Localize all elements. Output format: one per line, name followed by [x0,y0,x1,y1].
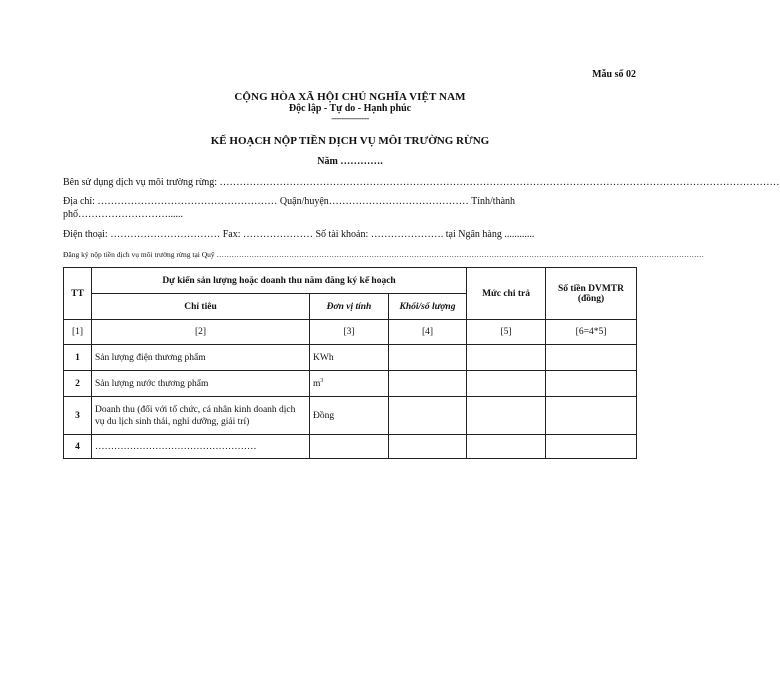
header-unit: Đơn vị tính [310,294,389,320]
row-unit: Đồng [310,397,389,435]
table-row [64,435,637,459]
form-number: Mẫu số 02 [592,69,636,80]
row-indicator: …………………………………………… [92,435,310,459]
row-amount [546,371,637,397]
index-cell: [4] [389,320,467,345]
heading-rule: --------------- [331,113,369,123]
row-unit: KWh [310,345,389,371]
document-title: KẾ HOẠCH NỘP TIỀN DỊCH VỤ MÔI TRƯỜNG RỪNG [210,135,490,147]
index-cell: [1] [64,320,92,345]
fund-field: Đăng ký nộp tiền dịch vụ môi trường rừng tại Quỹ …………………………………………………………………………………………………………………………………………………………………………… [63,250,705,259]
row-rate [467,397,546,435]
table-row [64,371,637,397]
index-cell: [3] [310,320,389,345]
row-unit [310,435,389,459]
header-volume: Khối/số lượng [389,294,467,320]
city-field: phố………………………...... [63,209,183,220]
year-line: Năm …………. [317,156,383,167]
header-tt: TT [64,268,92,320]
row-volume [389,435,467,459]
row-tt: 1 [64,345,92,371]
row-volume [389,371,467,397]
nation-heading: CỘNG HÒA XÃ HỘI CHỦ NGHĨA VIỆT NAM [234,91,466,103]
index-row [64,320,637,345]
header-amount: Số tiền DVMTR (đồng) [546,268,637,320]
header-rate: Mức chi trả [467,268,546,320]
header-group: Dự kiến sản lượng hoặc doanh thu năm đăng ký kế hoạch [92,268,467,294]
index-cell: [2] [92,320,310,345]
row-amount [546,397,637,435]
row-volume [389,345,467,371]
row-amount [546,345,637,371]
index-cell: [6=4*5] [546,320,637,345]
header-indicator: Chỉ tiêu [92,294,310,320]
row-unit: $m^3$ [310,371,389,397]
row-amount [546,435,637,459]
row-indicator: Doanh thu (đối với tổ chức, cá nhân kinh doanh dịch vụ du lịch sinh thái, nghỉ dưỡng, giải trí) [92,397,310,435]
table-row [64,345,637,371]
user-field: Bên sử dụng dịch vụ môi trường rừng: …………………………………………………………………………………………………………………………………………………… [63,177,780,188]
address-field: Địa chỉ: ……………………………………………… Quận/huyện…………………………………… Tỉnh/thành [63,196,516,207]
row-indicator: Sản lượng điện thương phẩm [92,345,310,371]
phone-field: Điện thoại: …………………………… Fax: ………………… Số tài khoản: …………………. tại Ngân hàng ............ [63,229,535,240]
header-row [64,268,637,294]
row-tt: 3 [64,397,92,435]
row-indicator: Sản lượng nước thương phẩm [92,371,310,397]
registration-table [63,267,637,459]
row-tt: 4 [64,435,92,459]
row-rate [467,371,546,397]
row-volume [389,397,467,435]
row-rate [467,435,546,459]
table-row [64,397,637,435]
motto: Độc lập - Tự do - Hạnh phúc [288,103,412,114]
row-tt: 2 [64,371,92,397]
index-cell: [5] [467,320,546,345]
row-rate [467,345,546,371]
